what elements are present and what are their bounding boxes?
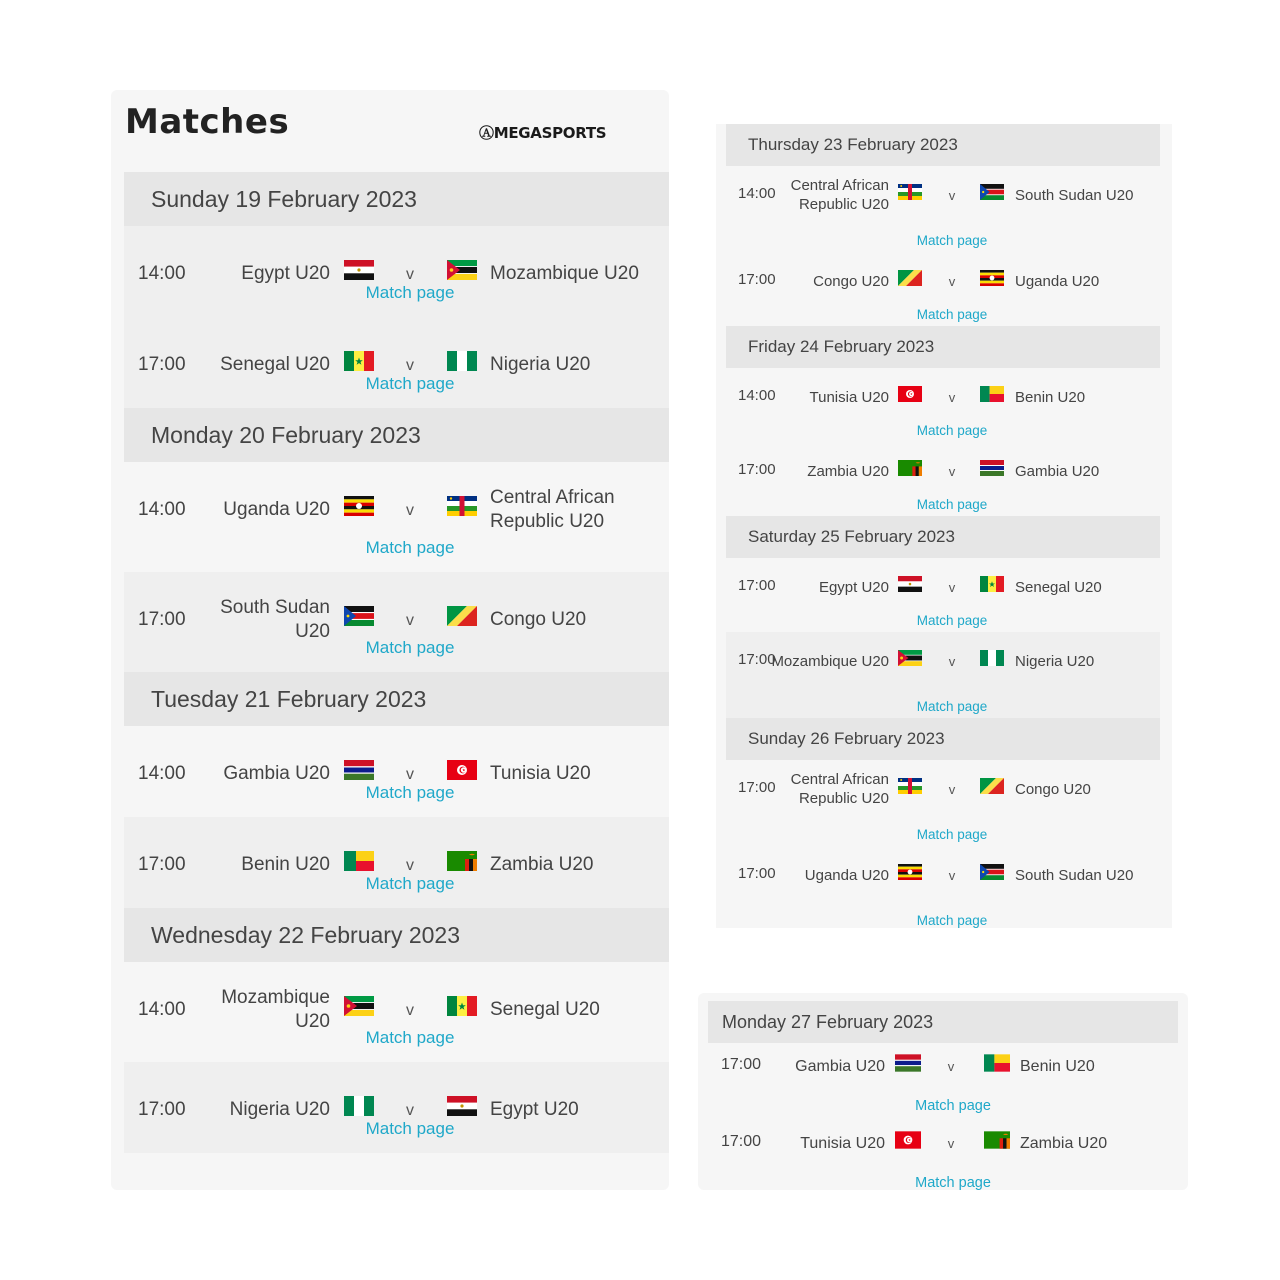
away-team-name: Zambia U20: [490, 854, 594, 876]
home-team-name: Senegal U20: [220, 354, 330, 376]
home-team: [766, 376, 889, 420]
away-team-name: South Sudan U20: [1015, 866, 1134, 884]
nigeria-flag-icon: [447, 350, 477, 372]
mozambique-flag-icon: [344, 995, 374, 1017]
day-header: Thursday 23 February 2023: [726, 124, 1160, 166]
kickoff-time: 17:00: [138, 854, 186, 875]
away-team: [1020, 1047, 1170, 1087]
away-team-name: Benin U20: [1020, 1058, 1095, 1075]
uganda-flag-icon: [898, 863, 922, 881]
benin-flag-icon: [980, 385, 1004, 403]
match-page-link[interactable]: Match page: [916, 497, 988, 512]
day-section: [698, 1001, 1188, 1190]
versus-label: v: [406, 857, 414, 874]
match-page-link[interactable]: Match page: [916, 827, 988, 842]
match-page-link[interactable]: Match page: [916, 699, 988, 714]
match-page-link[interactable]: Match page: [916, 307, 988, 322]
away-team-name: Nigeria U20: [1015, 652, 1095, 670]
home-team-name: Benin U20: [241, 854, 330, 876]
car-flag-icon: [447, 495, 477, 517]
kickoff-time: 17:00: [738, 779, 776, 796]
kickoff-time: 17:00: [138, 609, 186, 630]
kickoff-time: 17:00: [738, 271, 776, 288]
day-header: Friday 24 February 2023: [726, 326, 1160, 368]
congo-flag-icon: [447, 605, 477, 627]
car-flag-icon: [898, 183, 922, 201]
away-team-name: Central African Republic U20: [490, 487, 615, 532]
away-team: [490, 982, 660, 1038]
away-team: [490, 482, 660, 538]
mozambique-flag-icon: [898, 649, 922, 667]
day-section: [111, 408, 669, 672]
away-team: [490, 746, 660, 802]
match-card: [124, 572, 669, 672]
versus-label: v: [948, 188, 956, 203]
away-team: [1015, 174, 1145, 218]
away-team: [1015, 854, 1145, 898]
home-team-name: Gambia U20: [795, 1058, 885, 1075]
match-page-link[interactable]: Match page: [915, 1175, 991, 1190]
versus-label: v: [947, 1136, 955, 1151]
egypt-flag-icon: [344, 259, 374, 281]
match-card: [124, 1062, 669, 1153]
congo-flag-icon: [898, 269, 922, 287]
away-team-name: South Sudan U20: [1015, 186, 1134, 204]
away-team-name: Nigeria U20: [490, 354, 591, 376]
home-team-name: South Sudan U20: [220, 597, 330, 642]
kickoff-time: 17:00: [721, 1133, 762, 1150]
match-card: [726, 632, 1160, 718]
kickoff-time: 14:00: [738, 185, 776, 202]
gambia-flag-icon: [895, 1054, 921, 1072]
away-team: [1015, 566, 1145, 610]
kickoff-time: 14:00: [138, 999, 186, 1020]
zambia-flag-icon: [898, 459, 922, 477]
away-team: [1020, 1124, 1170, 1164]
away-team: [490, 592, 660, 648]
match-card: [726, 166, 1160, 252]
uganda-flag-icon: [344, 495, 374, 517]
kickoff-time: 17:00: [721, 1056, 762, 1073]
match-card: [124, 462, 669, 572]
south-sudan-flag-icon: [344, 605, 374, 627]
zambia-flag-icon: [447, 850, 477, 872]
match-page-link[interactable]: Match page: [365, 783, 455, 802]
tunisia-flag-icon: [895, 1131, 921, 1149]
versus-label: v: [947, 1059, 955, 1074]
zambia-flag-icon: [984, 1131, 1010, 1149]
day-section: [716, 718, 1172, 928]
home-team: [768, 1047, 885, 1087]
match-page-link[interactable]: Match page: [365, 374, 455, 393]
versus-label: v: [948, 782, 956, 797]
versus-label: v: [948, 580, 956, 595]
match-row: [124, 582, 669, 644]
versus-label: v: [948, 390, 956, 405]
match-page-link[interactable]: Match page: [916, 423, 988, 438]
away-team: [490, 837, 660, 893]
away-team: [490, 246, 660, 302]
away-team-name: Tunisia U20: [490, 763, 591, 785]
day-section: [111, 672, 669, 908]
congo-flag-icon: [980, 777, 1004, 795]
match-card: [124, 726, 669, 817]
match-page-link[interactable]: Match page: [915, 1098, 991, 1114]
match-page-link[interactable]: Match page: [365, 1119, 455, 1138]
south-sudan-flag-icon: [980, 863, 1004, 881]
away-team-name: Mozambique U20: [490, 263, 639, 285]
match-card: [726, 368, 1160, 442]
gambia-flag-icon: [980, 459, 1004, 477]
home-team: [766, 174, 889, 218]
day-section: [111, 908, 669, 1153]
page-title: Matches: [125, 102, 290, 142]
away-team: [490, 337, 660, 393]
senegal-flag-icon: [344, 350, 374, 372]
home-team: [186, 592, 330, 648]
away-team-name: Senegal U20: [1015, 578, 1102, 596]
home-team-name: Tunisia U20: [800, 1135, 885, 1152]
home-team: [766, 450, 889, 494]
away-team: [490, 1082, 660, 1138]
schedule-panel-left: [111, 90, 669, 1190]
match-card: [708, 1043, 1178, 1120]
away-team-name: Gambia U20: [1015, 462, 1100, 480]
home-team: [186, 837, 330, 893]
kickoff-time: 17:00: [738, 461, 776, 478]
away-team: [1015, 768, 1145, 812]
day-section: [716, 124, 1172, 326]
away-team-name: Zambia U20: [1020, 1135, 1108, 1152]
versus-label: v: [406, 1102, 414, 1119]
senegal-flag-icon: [980, 575, 1004, 593]
kickoff-time: 14:00: [738, 387, 776, 404]
versus-label: v: [948, 464, 956, 479]
tunisia-flag-icon: [898, 385, 922, 403]
home-team-name: Uganda U20: [223, 499, 330, 521]
south-sudan-flag-icon: [980, 183, 1004, 201]
mozambique-flag-icon: [447, 259, 477, 281]
day-header: Tuesday 21 February 2023: [124, 672, 669, 726]
home-team-name: Mozambique U20: [221, 987, 330, 1032]
away-team: [1015, 640, 1145, 684]
home-team: [766, 768, 889, 812]
versus-label: v: [406, 612, 414, 629]
home-team: [186, 746, 330, 802]
home-team: [186, 982, 330, 1038]
home-team: [768, 1124, 885, 1164]
home-team: [766, 854, 889, 898]
kickoff-time: 17:00: [138, 1099, 186, 1120]
home-team: [186, 246, 330, 302]
gambia-flag-icon: [344, 759, 374, 781]
kickoff-time: 14:00: [138, 263, 186, 284]
match-page-link[interactable]: Match page: [365, 638, 455, 657]
match-card: [124, 962, 669, 1062]
versus-label: v: [948, 274, 956, 289]
versus-label: v: [948, 868, 956, 883]
home-team-name: Zambia U20: [807, 462, 889, 480]
match-row: [124, 972, 669, 1034]
home-team-name: Congo U20: [813, 272, 889, 290]
away-team-name: Benin U20: [1015, 388, 1086, 406]
match-page-link[interactable]: Match page: [916, 913, 988, 928]
home-team-name: Egypt U20: [818, 578, 889, 596]
away-team-name: Uganda U20: [1015, 272, 1100, 290]
match-card: [124, 817, 669, 908]
uganda-flag-icon: [980, 269, 1004, 287]
away-team-name: Congo U20: [1015, 780, 1091, 798]
home-team-name: Nigeria U20: [229, 1099, 330, 1121]
home-team-name: Egypt U20: [241, 263, 330, 285]
day-header: Monday 20 February 2023: [124, 408, 669, 462]
kickoff-time: 17:00: [738, 577, 776, 594]
home-team: [766, 640, 889, 684]
day-header: Monday 27 February 2023: [708, 1001, 1178, 1043]
day-section: [716, 326, 1172, 516]
car-flag-icon: [898, 777, 922, 795]
watermark: ⒶMEGASPORTS: [479, 124, 607, 142]
day-header: Sunday 19 February 2023: [124, 172, 669, 226]
match-page-link[interactable]: Match page: [365, 1028, 455, 1047]
brand-row: [111, 90, 669, 172]
home-team: [766, 260, 889, 304]
away-team-name: Senegal U20: [490, 999, 600, 1021]
match-card: [726, 252, 1160, 326]
away-team: [1015, 450, 1145, 494]
egypt-flag-icon: [447, 1095, 477, 1117]
egypt-flag-icon: [898, 575, 922, 593]
match-row: [124, 472, 669, 534]
home-team: [766, 566, 889, 610]
match-page-link[interactable]: Match page: [916, 613, 988, 628]
home-team-name: Tunisia U20: [809, 388, 889, 406]
match-card: [124, 226, 669, 317]
day-section: [716, 516, 1172, 718]
away-team-name: Egypt U20: [490, 1099, 579, 1121]
home-team: [186, 1082, 330, 1138]
versus-label: v: [406, 766, 414, 783]
home-team-name: Gambia U20: [223, 763, 330, 785]
home-team-name: Uganda U20: [804, 866, 889, 884]
tunisia-flag-icon: [447, 759, 477, 781]
versus-label: v: [406, 357, 414, 374]
match-card: [726, 442, 1160, 516]
day-header: Sunday 26 February 2023: [726, 718, 1160, 760]
kickoff-time: 17:00: [138, 354, 186, 375]
kickoff-time: 14:00: [138, 499, 186, 520]
kickoff-time: 17:00: [738, 865, 776, 882]
match-card: [726, 558, 1160, 632]
versus-label: v: [406, 266, 414, 283]
away-team-name: Congo U20: [490, 609, 587, 631]
benin-flag-icon: [344, 850, 374, 872]
schedule-panel-bottom-right: [698, 993, 1188, 1190]
match-card: [708, 1120, 1178, 1190]
match-page-link[interactable]: Match page: [365, 283, 455, 302]
day-header: Saturday 25 February 2023: [726, 516, 1160, 558]
match-page-link[interactable]: Match page: [365, 874, 455, 893]
away-team: [1015, 260, 1145, 304]
home-team-name: Central African Republic U20: [790, 177, 889, 213]
home-team-name: Mozambique U20: [771, 652, 889, 670]
home-team-name: Central African Republic U20: [790, 771, 889, 807]
schedule-panel-right: [716, 124, 1172, 928]
versus-label: v: [406, 1002, 414, 1019]
kickoff-time: 14:00: [138, 763, 186, 784]
match-page-link[interactable]: Match page: [365, 538, 455, 557]
kickoff-time: 17:00: [738, 651, 776, 668]
day-header: Wednesday 22 February 2023: [124, 908, 669, 962]
match-card: [726, 760, 1160, 846]
senegal-flag-icon: [447, 995, 477, 1017]
match-card: [124, 317, 669, 408]
nigeria-flag-icon: [344, 1095, 374, 1117]
versus-label: v: [406, 502, 414, 519]
nigeria-flag-icon: [980, 649, 1004, 667]
home-team: [186, 482, 330, 538]
home-team: [186, 337, 330, 393]
away-team: [1015, 376, 1145, 420]
match-page-link[interactable]: Match page: [916, 233, 988, 248]
benin-flag-icon: [984, 1054, 1010, 1072]
versus-label: v: [948, 654, 956, 669]
day-section: [111, 172, 669, 408]
match-card: [726, 846, 1160, 928]
